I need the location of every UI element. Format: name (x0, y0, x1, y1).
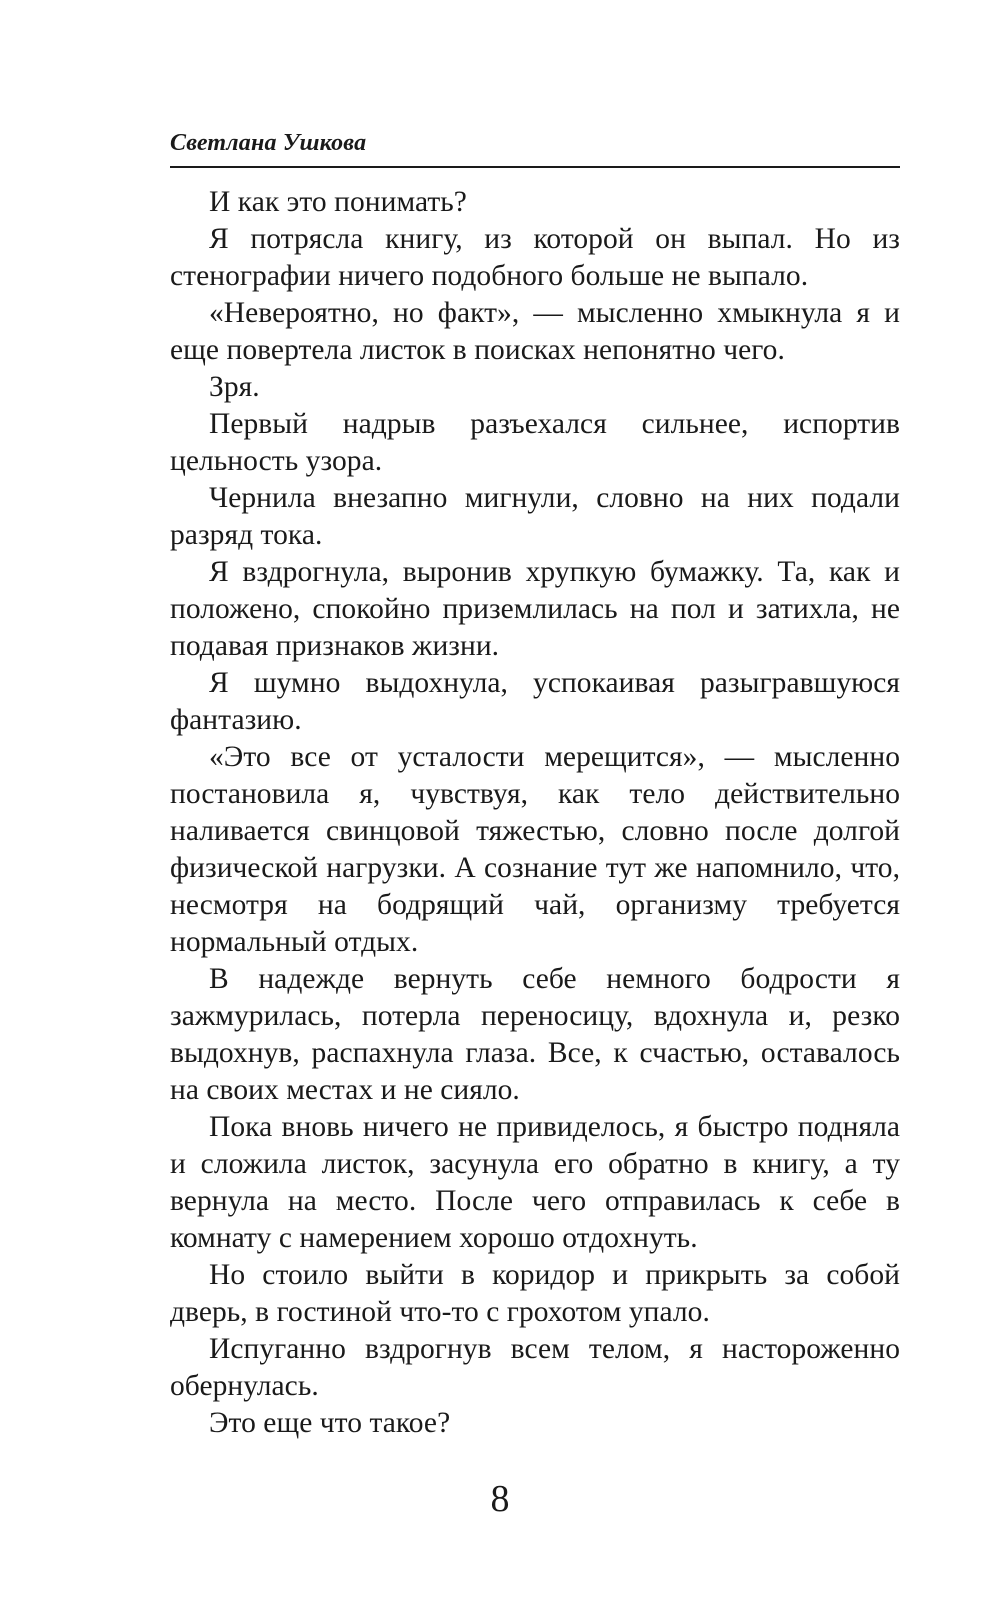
paragraph: И как это понимать? (209, 186, 467, 218)
header-rule (170, 166, 900, 168)
paragraph: «Невероятно, но факт», — мысленно хмыкнула я и еще повертела листок в поисках непонятно чего. (170, 297, 900, 366)
page-header (170, 128, 900, 158)
body-text (170, 184, 900, 1442)
paragraph: Я шумно выдохнула, успокаивая разыгравшуюся фантазию. (170, 667, 900, 736)
paragraph: Пока вновь ничего не привиделось, я быстро подняла и сложила листок, засунула его обратно в книгу, а ту вернула на место. После чего отправилась к себе в комнату с намерением хорошо отдохнуть. (170, 1111, 900, 1254)
paragraph: «Это все от усталости мерещится», — мысленно постановила я, чувствуя, как тело действительно наливается свинцовой тяжестью, словно после долгой физической нагрузки. А сознание тут же напомнило, что, несмотря на бодрящий чай, организму требуется нормальный отдых. (170, 741, 900, 958)
page-number: 8 (490, 1478, 510, 1520)
paragraph: Первый надрыв разъехался сильнее, испортив цельность узора. (170, 408, 900, 477)
paragraph: Я потрясла книгу, из которой он выпал. Но из стенографии ничего подобного больше не выпало. (170, 223, 900, 292)
paragraph: Это еще что такое? (209, 1407, 451, 1439)
paragraph: Зря. (209, 371, 260, 403)
paragraph: В надежде вернуть себе немного бодрости я зажмурилась, потерла переносицу, вдохнула и, резко выдохнув, распахнула глаза. Все, к счастью, оставалось на своих местах и не сияло. (170, 963, 900, 1106)
paragraph: Но стоило выйти в коридор и прикрыть за собой дверь, в гостиной что-то с грохотом упало. (170, 1259, 900, 1328)
paragraph: Испуганно вздрогнув всем телом, я настороженно обернулась. (170, 1333, 900, 1402)
running-head-author: Светлана Ушкова (170, 130, 367, 156)
paragraph: Чернила внезапно мигнули, словно на них подали разряд тока. (170, 482, 900, 551)
paragraph: Я вздрогнула, выронив хрупкую бумажку. Та, как и положено, спокойно приземлилась на пол и затихла, не подавая признаков жизни. (170, 556, 900, 662)
